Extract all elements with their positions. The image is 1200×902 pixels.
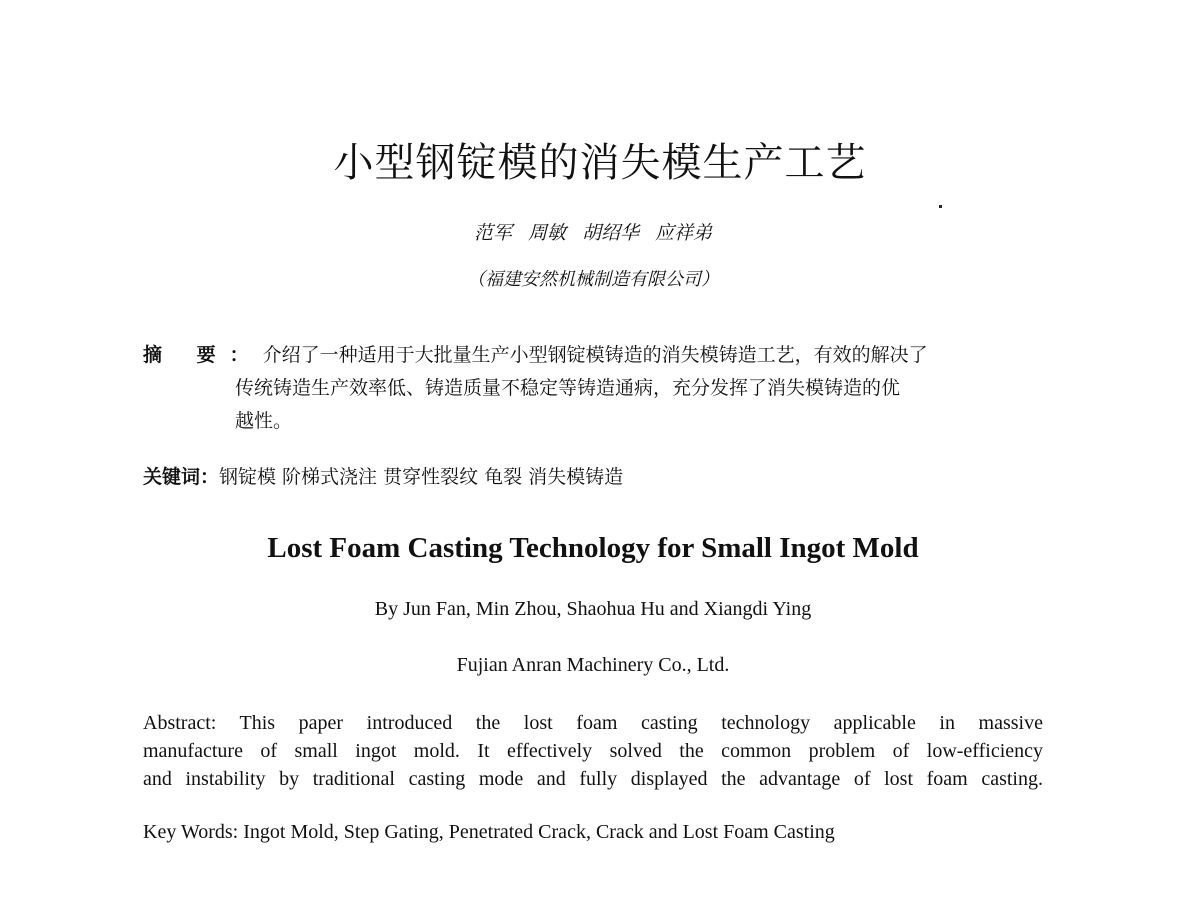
chinese-affiliation: （福建安然机械制造有限公司） (467, 269, 719, 290)
chinese-authors: 范军 周敏 胡绍华 应祥弟 (473, 222, 713, 244)
english-abstract (143, 709, 1043, 793)
english-keywords: Key Words: Ingot Mold, Step Gating, Penetrated Crack, Crack and Lost Foam Casting (143, 821, 835, 843)
english-abstract-line-3: and instability by traditional casting mode and fully displayed the advantage of lost foam casting. (143, 768, 1043, 790)
chinese-abstract-body (143, 340, 1049, 439)
chinese-abstract-label: 摘 要： (143, 344, 263, 366)
chinese-keywords-label: 关键词： (143, 466, 220, 488)
chinese-abstract-text-1: 介绍了一种适用于大批量生产小型钢锭模铸造的消失模铸造工艺，有效的解决了 (262, 344, 928, 366)
english-title: Lost Foam Casting Technology for Small Ingot Mold (267, 532, 919, 564)
english-affiliation: Fujian Anran Machinery Co., Ltd. (456, 654, 730, 676)
chinese-abstract-line-2: 传统铸造生产效率低、铸造质量不稳定等铸造通病，充分发挥了消失模铸造的优 (235, 377, 901, 399)
chinese-keywords-text: 钢锭模 阶梯式浇注 贯穿性裂纹 龟裂 消失模铸造 (219, 466, 624, 488)
chinese-keywords (143, 462, 1053, 492)
scan-speck (939, 205, 942, 208)
chinese-abstract-line-1 (143, 340, 1049, 373)
english-authors: By Jun Fan, Min Zhou, Shaohua Hu and Xiangdi Ying (374, 598, 812, 620)
english-abstract-line-1: Abstract: This paper introduced the lost foam casting technology applicable in massive (143, 712, 1043, 734)
english-abstract-line-2: manufacture of small ingot mold. It effectively solved the common problem of low-efficiency (143, 740, 1043, 762)
chinese-abstract-line-3: 越性。 (235, 410, 293, 432)
chinese-title: 小型钢锭模的消失模生产工艺 (333, 140, 867, 186)
